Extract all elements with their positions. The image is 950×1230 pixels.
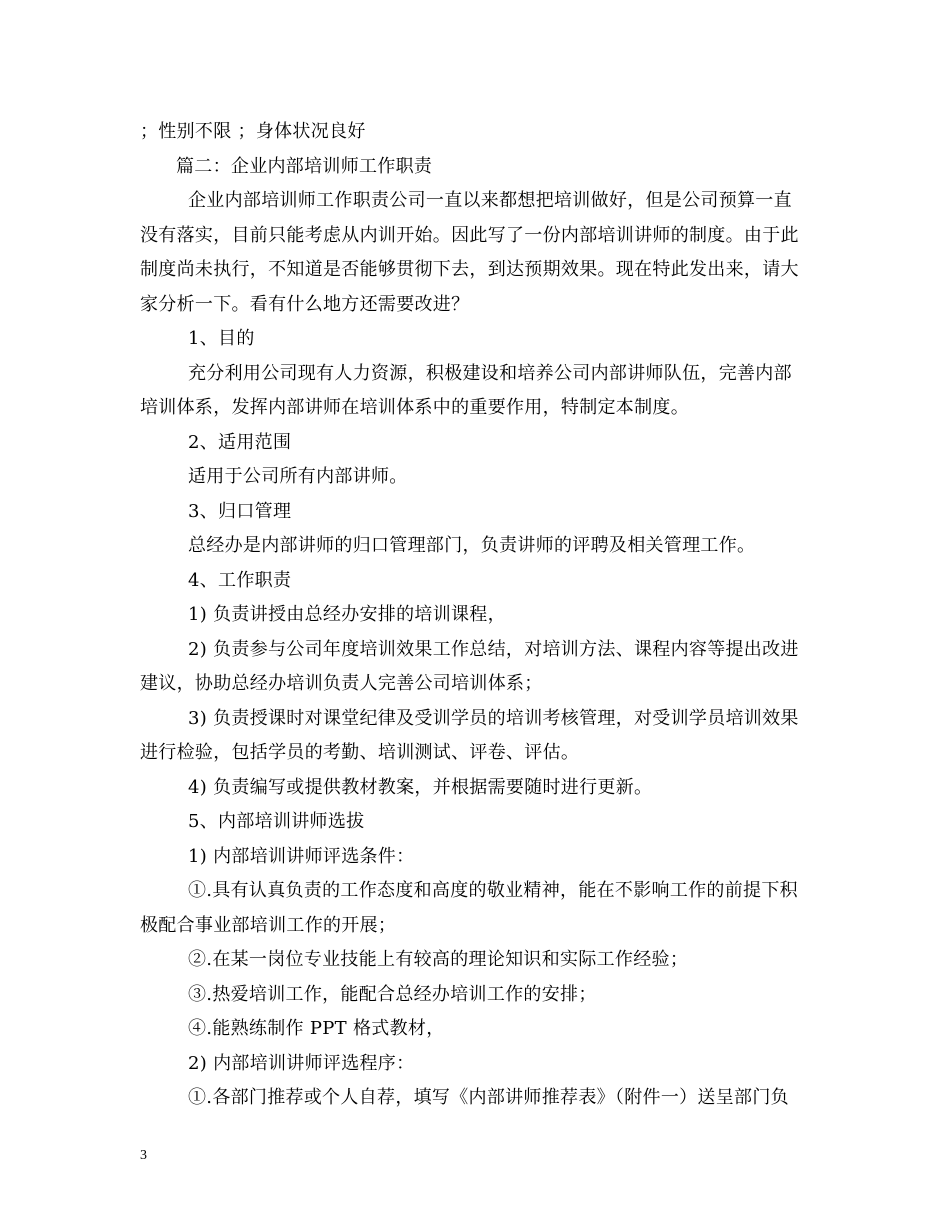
text-line: 企业内部培训师工作职责公司一直以来都想把培训做好，但是公司预算一直 [188, 190, 792, 211]
text-line: 进行检验，包括学员的考勤、培训测试、评卷、评估。 [140, 742, 580, 763]
text-line: 充分利用公司现有人力资源，积极建设和培养公司内部讲师队伍，完善内部 [188, 363, 792, 384]
text-line: 家分析一下。看有什么地方还需要改进？ [140, 294, 470, 315]
text-line: 适用于公司所有内部讲师。 [188, 466, 408, 487]
section-heading: 2、适用范围 [188, 432, 292, 453]
list-item: 1) 负责讲授由总经办安排的培训课程， [188, 604, 506, 625]
list-item: ①.各部门推荐或个人自荐，填写《内部讲师推荐表》（附件一）送呈部门负 [188, 1087, 789, 1108]
list-item: 3) 负责授课时对课堂纪律及受训学员的培训考核管理，对受训学员培训效果 [188, 708, 799, 729]
section-heading: 5、内部培训讲师选拔 [188, 811, 365, 832]
section-heading: 篇二：企业内部培训师工作职责 [176, 156, 433, 177]
page-number: 3 [140, 1148, 147, 1163]
text-line: 制度尚未执行，不知道是否能够贯彻下去，到达预期效果。现在特此发出来，请大 [140, 259, 799, 280]
text-line: 培训体系，发挥内部讲师在培训体系中的重要作用，特制定本制度。 [140, 397, 689, 418]
list-item: 2) 负责参与公司年度培训效果工作总结，对培训方法、课程内容等提出改进 [188, 639, 799, 660]
text-line: 没有落实，目前只能考虑从内训开始。因此写了一份内部培训讲师的制度。由于此 [140, 225, 799, 246]
text-line: 极配合事业部培训工作的开展； [140, 915, 397, 936]
text-line: 建议，协助总经办培训负责人完善公司培训体系； [140, 673, 543, 694]
list-item: ①.具有认真负责的工作态度和高度的敬业精神，能在不影响工作的前提下积 [188, 880, 798, 901]
section-heading: 4、工作职责 [188, 570, 292, 591]
list-item: 2) 内部培训讲师评选程序： [188, 1053, 415, 1074]
list-item: 1) 内部培训讲师评选条件： [188, 846, 415, 867]
list-item: 4) 负责编写或提供教材教案，并根据需要随时进行更新。 [188, 777, 653, 798]
section-heading: 1、目的 [188, 328, 255, 349]
text-line: 总经办是内部讲师的归口管理部门，负责讲师的评聘及相关管理工作。 [188, 535, 756, 556]
text-line: ；性别不限 ；身体状况良好 [140, 121, 366, 142]
section-heading: 3、归口管理 [188, 501, 292, 522]
list-item: ③.热爱培训工作，能配合总经办培训工作的安排； [188, 984, 597, 1005]
list-item: ④.能熟练制作 PPT 格式教材， [188, 1018, 445, 1039]
list-item: ②.在某一岗位专业技能上有较高的理论知识和实际工作经验； [188, 949, 689, 970]
